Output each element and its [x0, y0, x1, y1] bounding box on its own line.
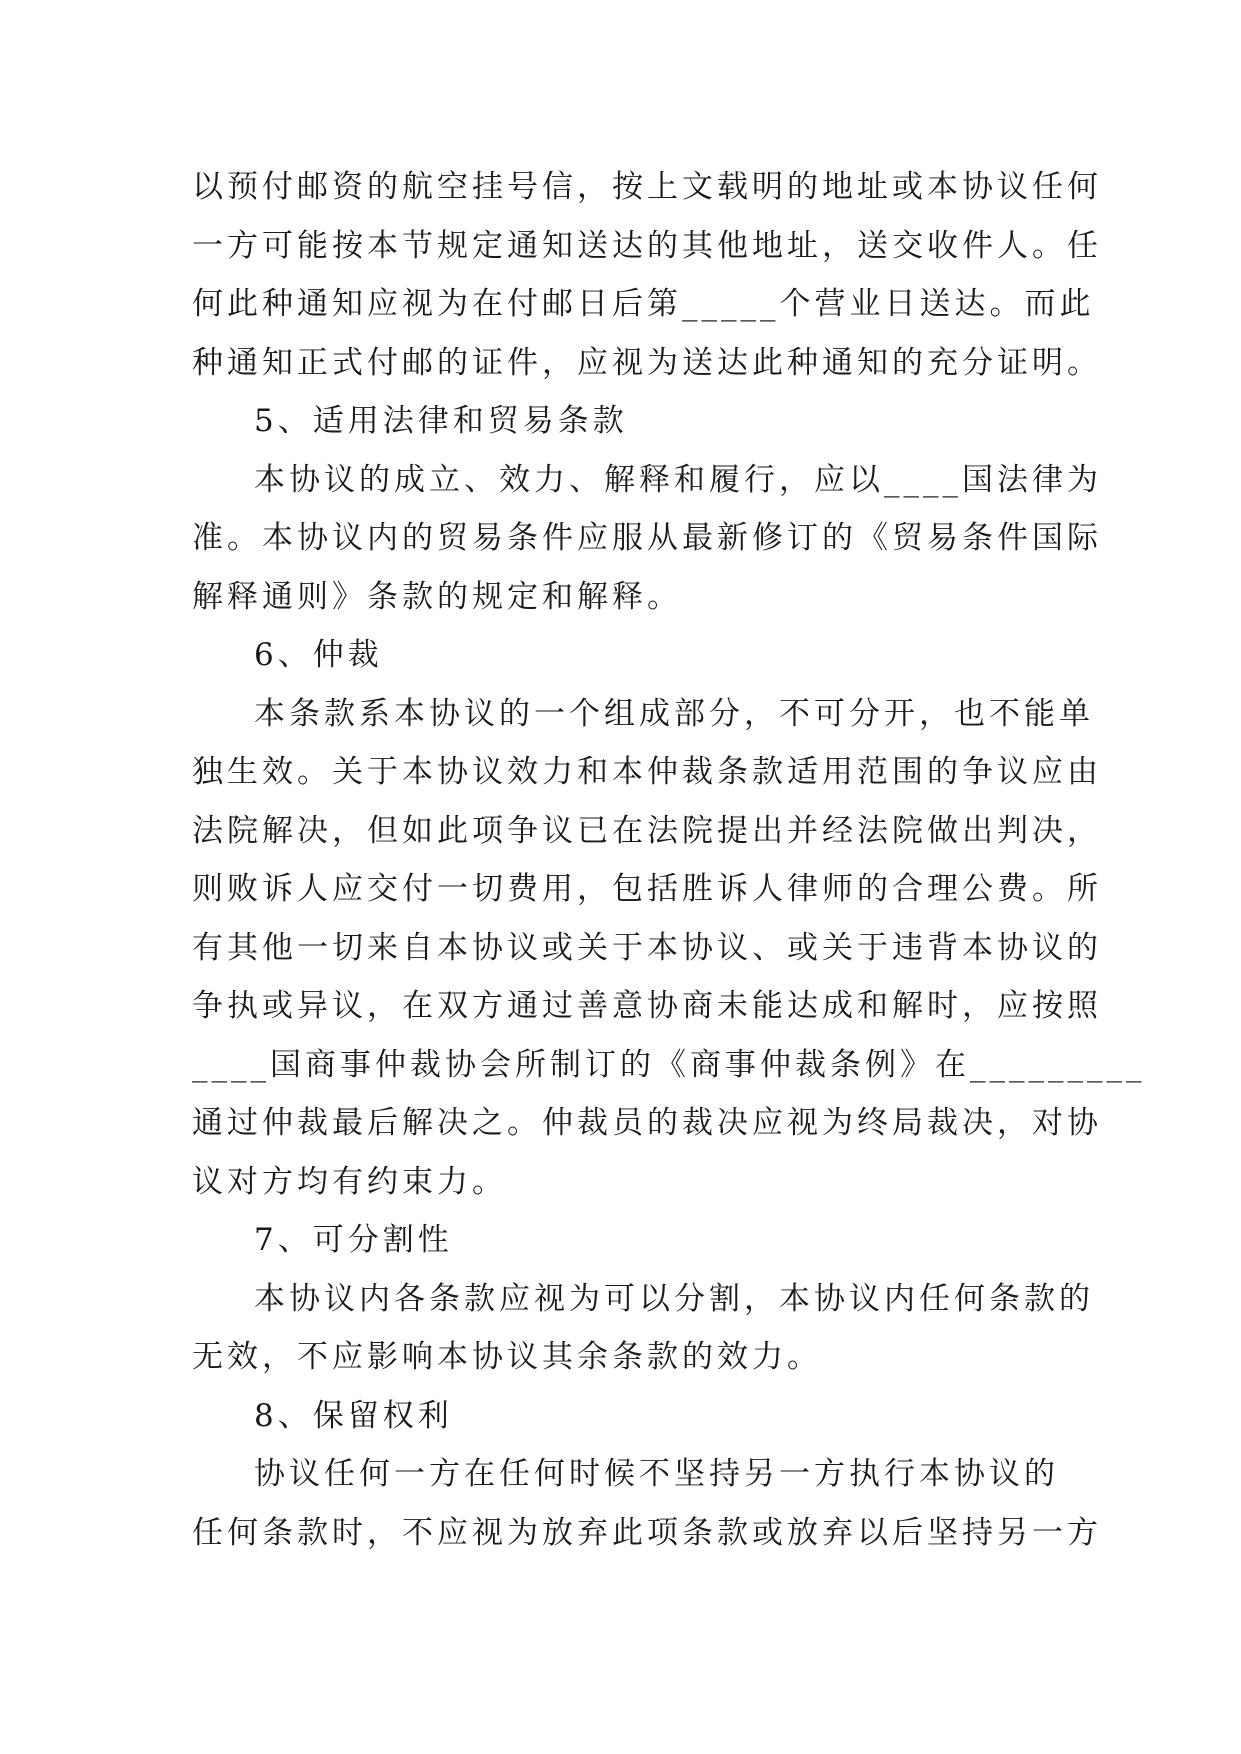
text-line: 6、仲裁 — [254, 637, 383, 673]
text-line: 独生效。关于本协议效力和本仲裁条款适用范围的争议应由 — [192, 754, 1102, 790]
text-line: 则败诉人应交付一切费用，包括胜诉人律师的合理公费。所 — [192, 871, 1102, 907]
text-line: 7、可分割性 — [254, 1222, 453, 1258]
text-line: 法院解决，但如此项争议已在法院提出并经法院做出判决， — [192, 812, 1102, 849]
text-line: 以预付邮资的航空挂号信，按上文载明的地址或本协议任何 — [192, 169, 1102, 205]
text-line: 任何条款时，不应视为放弃此项条款或放弃以后坚持另一方 — [192, 1514, 1102, 1551]
text-line: 何此种通知应视为在付邮日后第_____个营业日送达。而此 — [192, 286, 1095, 322]
text-line: 一方可能按本节规定通知送达的其他地址，送交收件人。任 — [192, 227, 1102, 264]
text-line: 本协议的成立、效力、解释和履行，应以____国法律为 — [254, 461, 1102, 498]
text-line: 争执或异议，在双方通过善意协商未能达成和解时，应按照 — [192, 988, 1102, 1024]
text-line: 通过仲裁最后解决之。仲裁员的裁决应视为终局裁决，对协 — [192, 1105, 1102, 1141]
text-line: 种通知正式付邮的证件，应视为送达此种通知的充分证明。 — [192, 344, 1102, 381]
text-line: 协议任何一方在任何时候不坚持另一方执行本协议的 — [254, 1456, 1059, 1492]
text-line: ____国商事仲裁协会所制订的《商事仲裁条例》在_________ — [192, 1046, 1146, 1083]
text-line: 5、适用法律和贸易条款 — [254, 403, 628, 439]
text-line: 准。本协议内的贸易条件应服从最新修订的《贸易条件国际 — [192, 520, 1102, 556]
text-line: 有其他一切来自本协议或关于本协议、或关于违背本协议的 — [192, 929, 1102, 966]
text-line: 本协议内各条款应视为可以分割，本协议内任何条款的 — [254, 1280, 1094, 1317]
text-line: 解释通则》条款的规定和解释。 — [192, 578, 682, 615]
text-line: 无效，不应影响本协议其余条款的效力。 — [192, 1339, 822, 1375]
document-body — [192, 158, 1146, 1562]
text-line: 议对方均有约束力。 — [192, 1163, 507, 1200]
text-line: 8、保留权利 — [254, 1397, 453, 1434]
text-line: 本条款系本协议的一个组成部分，不可分开，也不能单 — [254, 695, 1094, 732]
